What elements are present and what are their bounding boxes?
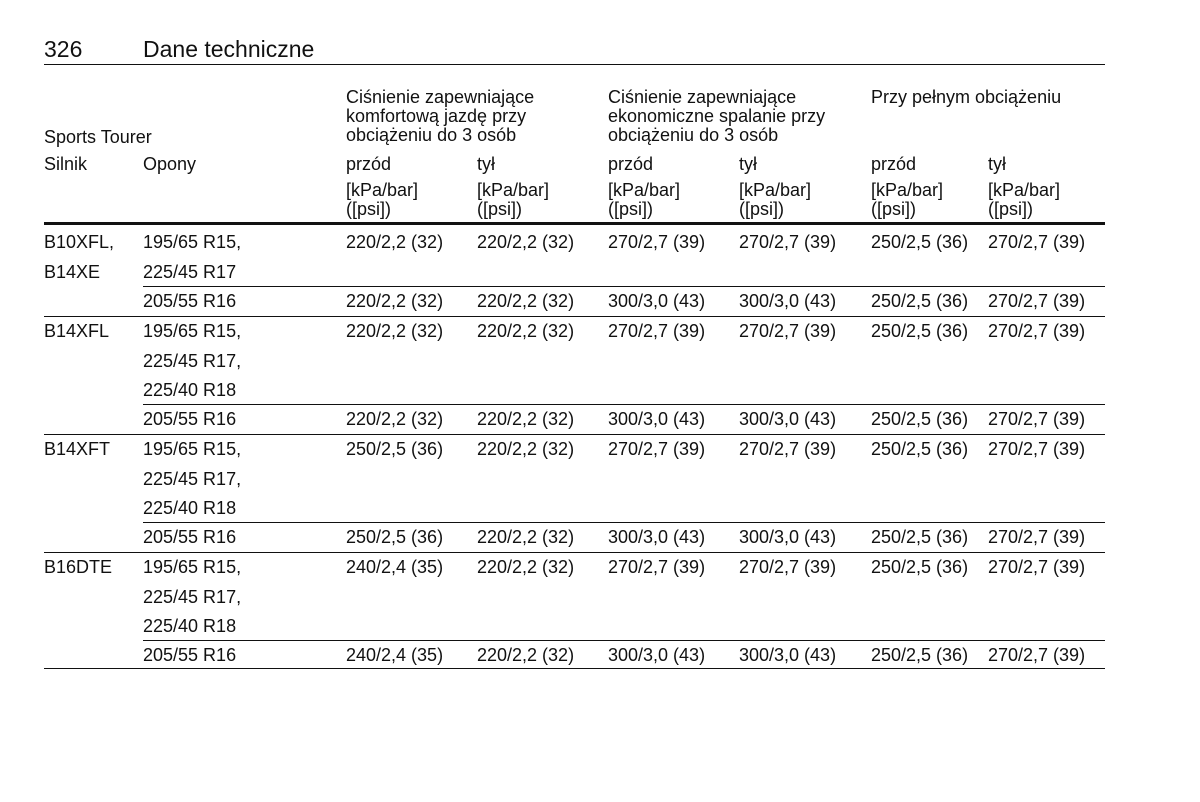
- subheader-front: przód: [608, 154, 654, 174]
- pressure-value: 300/3,0 (43): [739, 645, 837, 665]
- unit-label-psi: ([psi]): [871, 199, 916, 219]
- pressure-value: 220/2,2 (32): [477, 527, 575, 547]
- pressure-value: 270/2,7 (39): [739, 321, 837, 341]
- page-title: Dane techniczne: [143, 36, 315, 62]
- pressure-value: 270/2,7 (39): [739, 232, 837, 252]
- pressure-value: 270/2,7 (39): [988, 291, 1086, 311]
- pressure-value: 250/2,5 (36): [871, 557, 969, 577]
- pressure-value: 270/2,7 (39): [988, 527, 1086, 547]
- pressure-value: 270/2,7 (39): [988, 439, 1086, 459]
- tire-cell: 225/45 R17: [143, 261, 237, 282]
- page-header: [44, 36, 1105, 65]
- pressure-value: 270/2,7 (39): [988, 321, 1086, 341]
- pressure-value: 270/2,7 (39): [739, 557, 837, 577]
- group-header-full-load: Przy pełnym obciążeniu: [871, 87, 1062, 107]
- tire-cell: 195/65 R15,: [143, 232, 242, 252]
- pressure-value: 300/3,0 (43): [739, 409, 837, 429]
- pressure-value: 300/3,0 (43): [608, 645, 706, 665]
- pressure-value: 240/2,4 (35): [346, 645, 444, 665]
- pressure-value: 270/2,7 (39): [988, 232, 1086, 252]
- pressure-value: 250/2,5 (36): [346, 527, 444, 547]
- tire-cell: 195/65 R15,: [143, 321, 242, 341]
- pressure-value: 240/2,4 (35): [346, 557, 444, 577]
- engine-cell: B14XE: [44, 261, 101, 282]
- tire-cell: 225/45 R17,: [143, 468, 242, 489]
- pressure-value: 300/3,0 (43): [608, 409, 706, 429]
- row-divider: [143, 522, 1105, 523]
- tire-cell: 225/40 R18: [143, 380, 237, 400]
- tire-cell: 195/65 R15,: [143, 557, 242, 577]
- pressure-value: 250/2,5 (36): [871, 527, 969, 547]
- pressure-value: 270/2,7 (39): [608, 232, 706, 252]
- pressure-value: 270/2,7 (39): [608, 557, 706, 577]
- subheader-rear: tył: [739, 154, 757, 174]
- engine-cell: B14XFL: [44, 321, 110, 341]
- engine-cell: B14XFT: [44, 439, 111, 459]
- pressure-value: 220/2,2 (32): [346, 409, 444, 429]
- pressure-value: 250/2,5 (36): [871, 291, 969, 311]
- unit-label-psi: ([psi]): [739, 199, 784, 219]
- header-rule: [44, 222, 1105, 225]
- pressure-value: 220/2,2 (32): [477, 409, 575, 429]
- pressure-value: 250/2,5 (36): [871, 409, 969, 429]
- group-divider: [44, 434, 1105, 435]
- unit-label: [kPa/bar]: [871, 180, 944, 200]
- unit-label: [kPa/bar]: [608, 180, 681, 200]
- pressure-value: 270/2,7 (39): [988, 409, 1086, 429]
- pressure-value: 220/2,2 (32): [477, 232, 575, 252]
- group-divider: [44, 668, 1105, 669]
- unit-label-psi: ([psi]): [346, 199, 391, 219]
- tire-cell: 205/55 R16: [143, 645, 237, 665]
- group-label: Sports Tourer: [44, 127, 152, 147]
- unit-label: [kPa/bar]: [477, 180, 550, 200]
- pressure-value: 250/2,5 (36): [346, 439, 444, 459]
- engine-cell: B10XFL,: [44, 232, 115, 252]
- unit-label: [kPa/bar]: [988, 180, 1061, 200]
- page-number: 326: [44, 36, 83, 62]
- tire-cell: 205/55 R16: [143, 409, 237, 429]
- pressure-value: 250/2,5 (36): [871, 232, 969, 252]
- tire-cell: 225/45 R17,: [143, 350, 242, 371]
- pressure-value: 220/2,2 (32): [477, 439, 575, 459]
- pressure-value: 220/2,2 (32): [346, 232, 444, 252]
- subheader-front: przód: [871, 154, 917, 174]
- tire-cell: 205/55 R16: [143, 527, 237, 547]
- column-header-engine: Silnik: [44, 154, 88, 174]
- pressure-value: 220/2,2 (32): [477, 557, 575, 577]
- tire-cell: 225/40 R18: [143, 616, 237, 636]
- unit-label-psi: ([psi]): [477, 199, 522, 219]
- group-divider: [44, 552, 1105, 553]
- row-divider: [143, 404, 1105, 405]
- pressure-value: 220/2,2 (32): [346, 291, 444, 311]
- group-header-economy: Ciśnienie zapewniające ekonomiczne spalanie przy obciążeniu do 3 osób: [608, 87, 826, 145]
- unit-label: [kPa/bar]: [346, 180, 419, 200]
- unit-label-psi: ([psi]): [988, 199, 1033, 219]
- pressure-value: 220/2,2 (32): [346, 321, 444, 341]
- pressure-value: 300/3,0 (43): [608, 291, 706, 311]
- pressure-value: 270/2,7 (39): [739, 439, 837, 459]
- subheader-rear: tył: [477, 154, 495, 174]
- pressure-value: 300/3,0 (43): [739, 527, 837, 547]
- pressure-value: 270/2,7 (39): [988, 645, 1086, 665]
- tire-cell: 225/40 R18: [143, 498, 237, 518]
- pressure-value: 250/2,5 (36): [871, 645, 969, 665]
- tire-cell: 195/65 R15,: [143, 439, 242, 459]
- subheader-front: przód: [346, 154, 392, 174]
- subheader-rear: tył: [988, 154, 1006, 174]
- row-divider: [143, 640, 1105, 641]
- pressure-value: 270/2,7 (39): [988, 557, 1086, 577]
- unit-label-psi: ([psi]): [608, 199, 653, 219]
- group-divider: [44, 316, 1105, 317]
- pressure-value: 270/2,7 (39): [608, 321, 706, 341]
- pressure-value: 250/2,5 (36): [871, 321, 969, 341]
- column-header-tires: Opony: [143, 154, 197, 174]
- pressure-value: 300/3,0 (43): [739, 291, 837, 311]
- tire-cell: 225/45 R17,: [143, 586, 242, 607]
- pressure-value: 270/2,7 (39): [608, 439, 706, 459]
- pressure-value: 220/2,2 (32): [477, 291, 575, 311]
- row-divider: [143, 286, 1105, 287]
- engine-cell: B16DTE: [44, 557, 113, 577]
- group-header-comfort: Ciśnienie zapewniające komfortową jazdę przy obciążeniu do 3 osób: [346, 87, 535, 145]
- pressure-value: 220/2,2 (32): [477, 645, 575, 665]
- pressure-value: 300/3,0 (43): [608, 527, 706, 547]
- pressure-value: 220/2,2 (32): [477, 321, 575, 341]
- tire-cell: 205/55 R16: [143, 291, 237, 311]
- pressure-value: 250/2,5 (36): [871, 439, 969, 459]
- unit-label: [kPa/bar]: [739, 180, 812, 200]
